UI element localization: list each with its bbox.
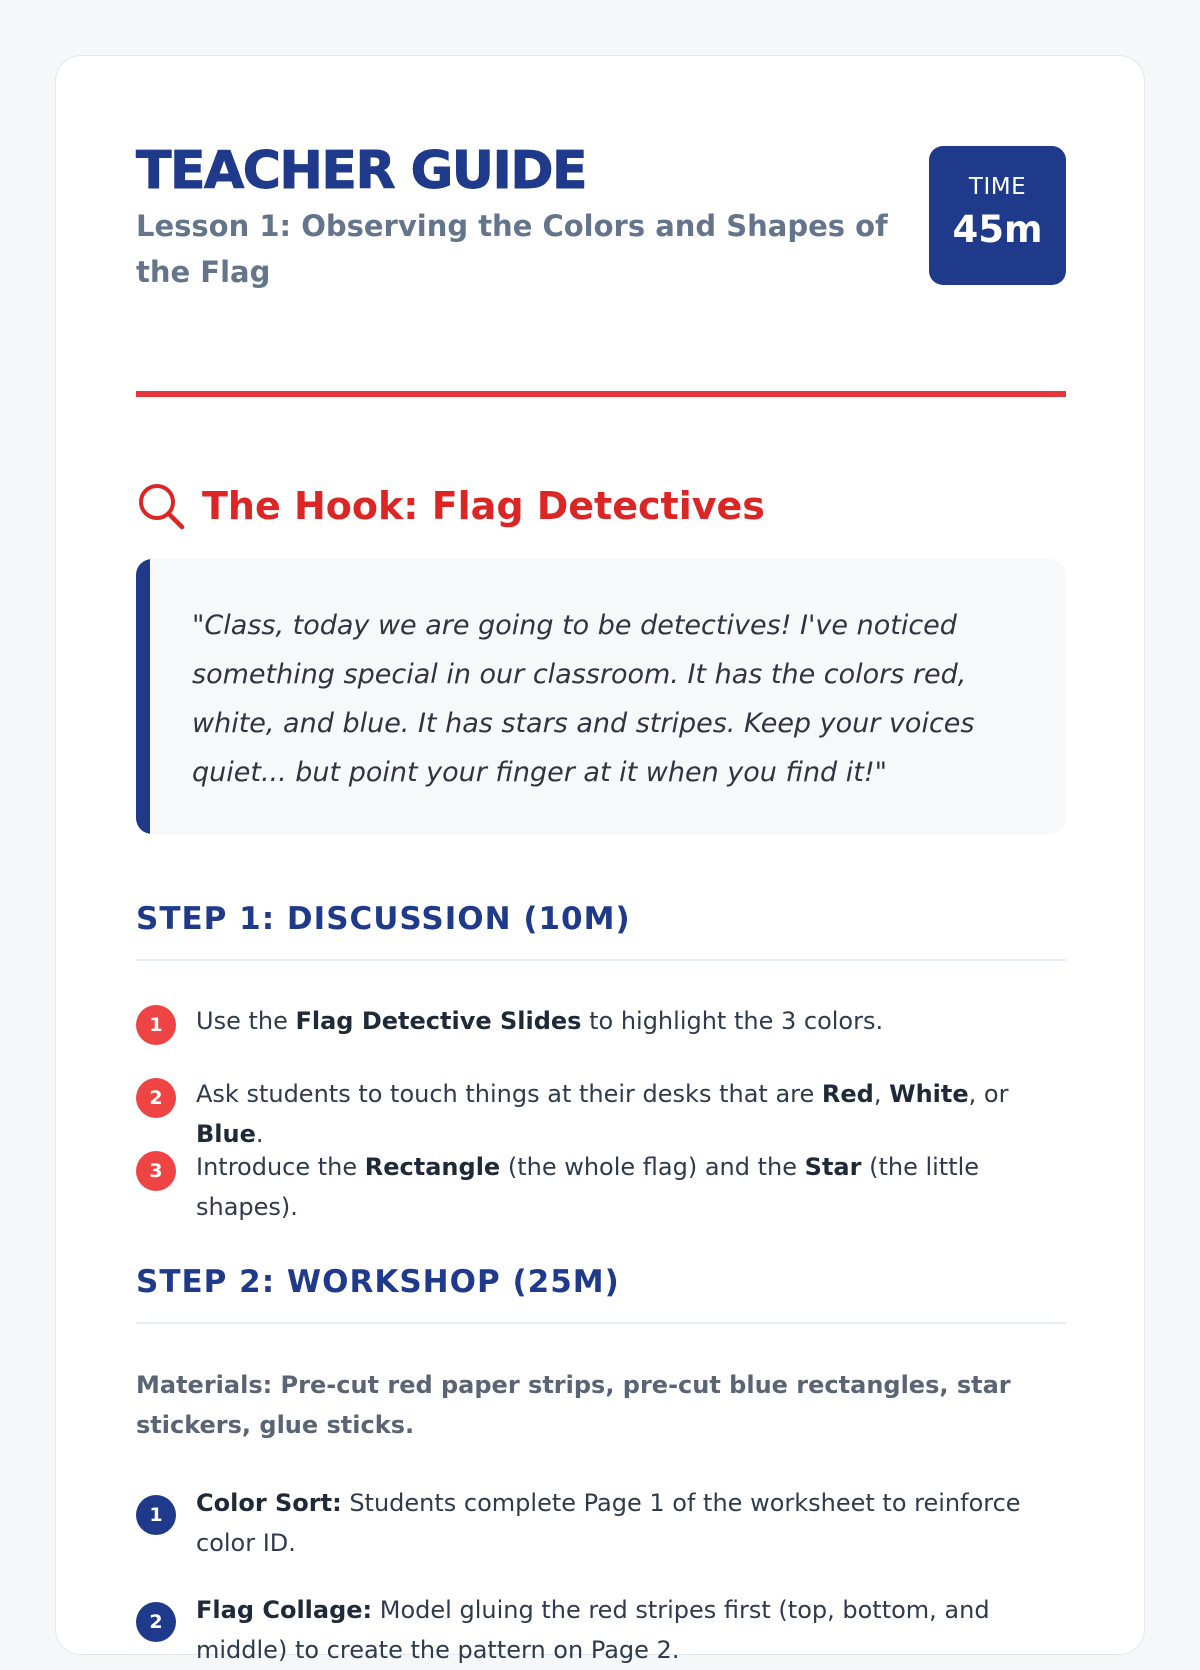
lesson-subtitle: Lesson 1: Observing the Colors and Shapes of the Flag — [136, 209, 888, 289]
step-item-text — [196, 1001, 1076, 1041]
teacher-guide-card — [55, 55, 1145, 1664]
emphasis-text: Flag Collage: — [196, 1596, 373, 1624]
emphasis-text: White — [889, 1080, 969, 1108]
step-number-badge: 2 — [136, 1602, 176, 1642]
step-number-badge: 3 — [136, 1151, 176, 1191]
step-item-text — [196, 1483, 1076, 1563]
step-number-badge: 1 — [136, 1495, 176, 1535]
hook-heading — [136, 479, 765, 533]
body-text: (the little shapes). — [196, 1153, 980, 1221]
step1-divider — [136, 959, 1066, 961]
step2-heading: STEP 2: WORKSHOP (25M) — [136, 1264, 620, 1300]
hook-title: The Hook: Flag Detectives — [202, 484, 765, 528]
body-text: Model gluing the red stripes first (top, bottom, and middle) to create the pattern on Page 2. — [196, 1596, 990, 1664]
emphasis-text: Blue — [196, 1120, 256, 1148]
materials-text: Materials: Pre-cut red paper strips, pre-cut blue rectangles, star stickers, glue sticks. — [136, 1371, 1011, 1439]
step-item-text — [196, 1147, 1076, 1227]
time-label: TIME — [968, 174, 1027, 200]
step-number-badge: 2 — [136, 1078, 176, 1118]
step-item-text — [196, 1590, 1076, 1670]
time-value: 45m — [952, 208, 1043, 251]
step-item-text — [196, 1074, 1076, 1154]
body-text: (the whole flag) and the — [500, 1153, 805, 1181]
step-number-badge: 1 — [136, 1005, 176, 1045]
body-text: Ask students to touch things at their desks that are — [196, 1080, 822, 1108]
guide-header — [136, 141, 1066, 336]
body-text: . — [255, 1120, 264, 1148]
emphasis-text: Color Sort: — [196, 1489, 342, 1517]
emphasis-text: Rectangle — [364, 1153, 501, 1181]
emphasis-text: Red — [821, 1080, 874, 1108]
body-text: , or — [968, 1080, 1009, 1108]
emphasis-text: Star — [804, 1153, 862, 1181]
body-text: Students complete Page 1 of the worksheet to reinforce color ID. — [196, 1489, 1021, 1557]
time-badge — [929, 146, 1066, 285]
header-divider — [136, 391, 1066, 397]
emphasis-text: Flag Detective Slides — [295, 1007, 582, 1035]
search-icon — [136, 481, 186, 531]
body-text: Introduce the — [196, 1153, 365, 1181]
step1-heading: STEP 1: DISCUSSION (10M) — [136, 901, 631, 937]
hook-quote: "Class, today we are going to be detectives! I've noticed something special in our classroom. It has the colors red, white, and blue. It has stars and stripes. Keep your voices quiet... but point your finger at it when you find it!" — [192, 610, 975, 788]
guide-content — [136, 141, 1066, 1664]
step2-divider — [136, 1322, 1066, 1324]
body-text: Use the — [196, 1007, 296, 1035]
body-text: to highlight the 3 colors. — [581, 1007, 884, 1035]
page-title: TEACHER GUIDE — [136, 141, 587, 201]
body-text: , — [873, 1080, 890, 1108]
hook-quote-box — [136, 559, 1066, 834]
quote-accent-bar — [136, 559, 150, 834]
